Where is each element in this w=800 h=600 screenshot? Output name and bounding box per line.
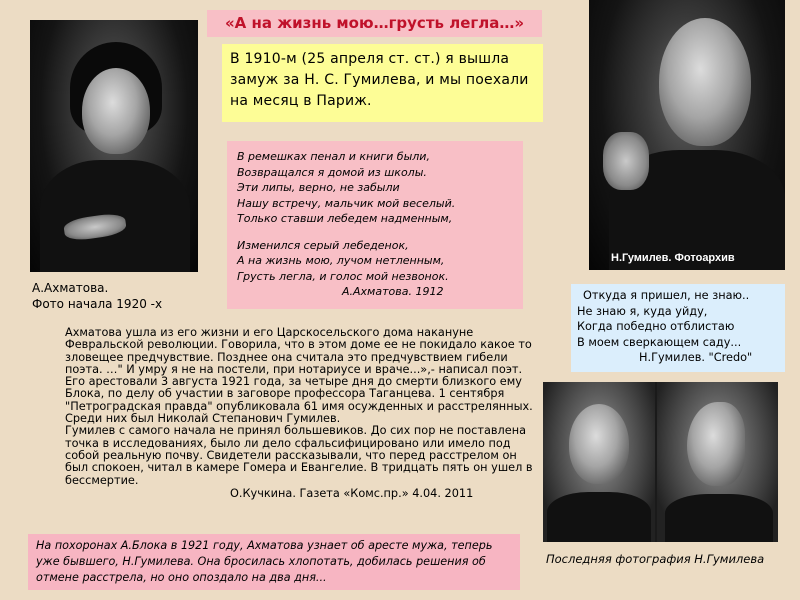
photo-face-shape xyxy=(687,402,745,486)
history-paragraph-1: Ахматова ушла из его жизни и его Царскосельского дома накануне Февральской революции. Говорила, что в этом доме ее не покидало какое то зловещее предчувствие. Позднее она считала это предчувствием гибели поэта. …" И умру я не на постели, при нотариусе и враче...»,- написал поэт. Его арестовали 3 августа 1921 года, за четыре дня до смерти близкого ему Блока, по делу об участии в заговоре профессора Таганцева. 1 сентября "Петроградская правда" опубликовала 61 имя осужденных и расстрелянных. Среди них был Николай Степанович Гумилев. xyxy=(65,326,533,426)
funeral-note-text: На похоронах А.Блока в 1921 году, Ахматова узнает об аресте мужа, теперь уже бывшего, Н.Гумилева. Она бросилась хлопотать, добилась решения об отмене расстрела, но оно опоздало на два дня... xyxy=(36,539,493,584)
history-text xyxy=(65,327,533,500)
poem-line: Грусть легла, и голос мой незвонок. xyxy=(237,269,449,283)
poem-line: Только ставши лебедем надменным, xyxy=(237,212,453,225)
photo-face-shape xyxy=(659,18,751,146)
marriage-note-text: В 1910-м (25 апреля ст. ст.) я вышла замуж за Н. С. Гумилева, и мы поехали на месяц в Париж. xyxy=(230,51,529,109)
poem-line: Возвращался я домой из школы. xyxy=(237,165,427,179)
credo-author: Н.Гумилев. "Credo" xyxy=(639,351,753,364)
gumilev-photo-caption: Н.Гумилев. Фотоархив xyxy=(611,252,735,264)
akhmatova-photo-caption xyxy=(32,280,162,312)
photo-body-shape xyxy=(547,492,651,542)
credo-quote xyxy=(571,284,785,372)
akhmatova-photo xyxy=(30,20,198,272)
slide-title-text: «А на жизнь мою…грусть легла…» xyxy=(224,14,525,32)
akhmatova-caption-line2: Фото начала 1920 -х xyxy=(32,297,163,311)
akhmatova-caption-line1: А.Ахматова. xyxy=(32,281,109,295)
poem-line: В ремешках пенал и книги были, xyxy=(237,150,430,163)
last-photo-profile xyxy=(657,382,778,542)
last-photo-caption: Последняя фотография Н.Гумилева xyxy=(546,552,765,566)
photo-body-shape xyxy=(665,494,773,542)
slide-title xyxy=(207,10,542,37)
credo-line: Когда победно отблистаю xyxy=(577,320,735,333)
poem-line: А на жизнь мою, лучом нетленным, xyxy=(237,254,445,267)
marriage-note xyxy=(222,44,543,122)
poem-line: Нашу встречу, мальчик мой веселый. xyxy=(237,196,456,210)
poem-line: Эти липы, верно, не забыли xyxy=(237,181,400,194)
poem-line: Изменился серый лебеденок, xyxy=(237,238,409,252)
poem-author: А.Ахматова. 1912 xyxy=(342,285,444,298)
credo-line: Не знаю я, куда уйду, xyxy=(577,304,708,318)
akhmatova-poem xyxy=(227,141,523,309)
last-photo-front xyxy=(543,382,655,542)
credo-line: Откуда я пришел, не знаю.. xyxy=(583,289,750,302)
credo-line: В моем сверкающем саду... xyxy=(577,335,742,349)
photo-face-shape xyxy=(82,68,150,154)
history-paragraph-2: Гумилев с самого начала не принял большевиков. До сих пор не поставлена точка в исследованиях, было ли дело сфальсифицировано или имело под собой реальную почву. Свидетели рассказывали, что перед расстрелом он был спокоен, читал в камере Гомера и Евангелие. В тридцать пять он ушел в бессмертие. xyxy=(65,424,533,487)
last-photo xyxy=(543,382,778,542)
poem-stanza-break xyxy=(237,227,513,238)
photo-face-shape xyxy=(569,404,629,484)
history-signature: О.Кучкина. Газета «Комс.пр.» 4.04. 2011 xyxy=(230,486,474,500)
photo-hand-shape xyxy=(603,132,649,190)
gumilev-photo xyxy=(589,0,785,270)
funeral-note xyxy=(28,534,520,590)
